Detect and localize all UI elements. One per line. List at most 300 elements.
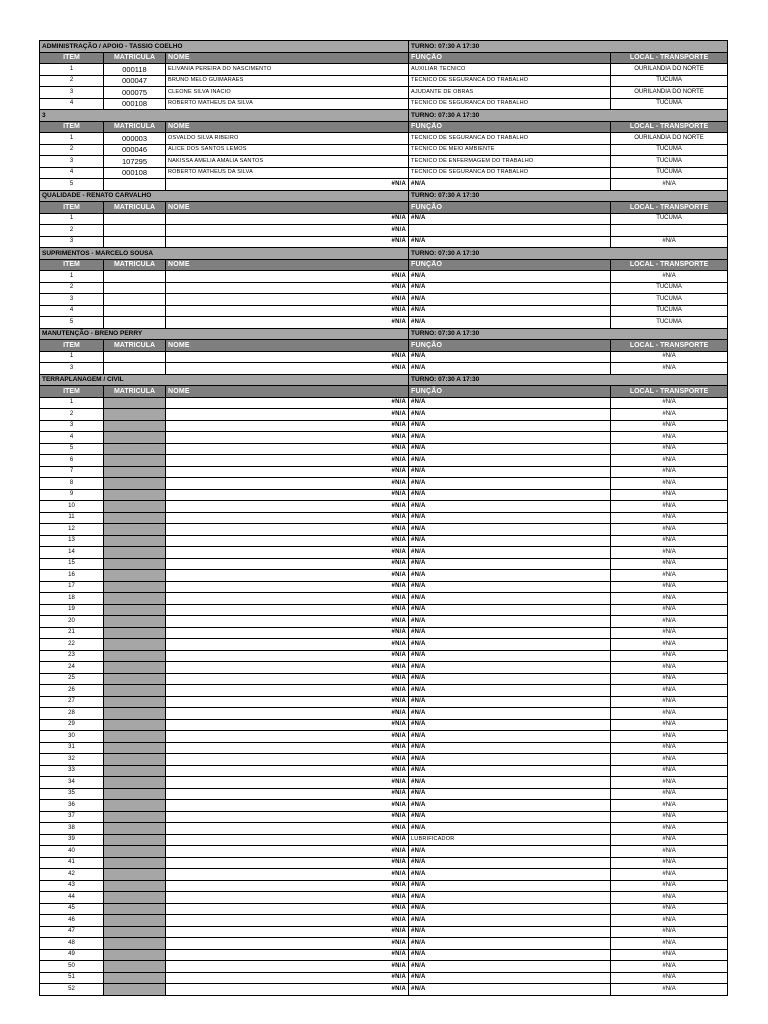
item-cell[interactable]: 13	[40, 535, 104, 547]
local-cell[interactable]: #N/A	[611, 892, 728, 904]
funcao-cell[interactable]: #N/A	[409, 409, 611, 421]
funcao-cell[interactable]: #N/A	[409, 317, 611, 329]
matricula-cell[interactable]	[104, 535, 166, 547]
local-cell[interactable]: #N/A	[611, 777, 728, 789]
nome-cell[interactable]: #N/A	[166, 604, 409, 616]
item-cell[interactable]: 27	[40, 696, 104, 708]
item-cell[interactable]: 3	[40, 87, 104, 99]
local-cell[interactable]: #N/A	[611, 179, 728, 191]
local-cell[interactable]: OURILANDIA DO NORTE	[611, 64, 728, 76]
item-cell[interactable]: 26	[40, 685, 104, 697]
nome-cell[interactable]: #N/A	[166, 409, 409, 421]
matricula-cell[interactable]: 000003	[104, 133, 166, 145]
matricula-cell[interactable]	[104, 788, 166, 800]
local-cell[interactable]: #N/A	[611, 823, 728, 835]
local-cell[interactable]: #N/A	[611, 547, 728, 559]
nome-cell[interactable]: #N/A	[166, 984, 409, 996]
nome-cell[interactable]: #N/A	[166, 225, 409, 237]
funcao-cell[interactable]: #N/A	[409, 938, 611, 950]
item-cell[interactable]: 49	[40, 949, 104, 961]
item-cell[interactable]: 4	[40, 167, 104, 179]
matricula-cell[interactable]	[104, 294, 166, 306]
matricula-cell[interactable]	[104, 455, 166, 467]
item-cell[interactable]: 43	[40, 880, 104, 892]
local-cell[interactable]: #N/A	[611, 478, 728, 490]
nome-cell[interactable]: #N/A	[166, 685, 409, 697]
funcao-cell[interactable]: #N/A	[409, 501, 611, 513]
funcao-cell[interactable]: #N/A	[409, 363, 611, 375]
matricula-cell[interactable]	[104, 524, 166, 536]
nome-cell[interactable]: #N/A	[166, 236, 409, 248]
matricula-cell[interactable]: 000075	[104, 87, 166, 99]
item-cell[interactable]: 41	[40, 857, 104, 869]
funcao-cell[interactable]: #N/A	[409, 961, 611, 973]
local-cell[interactable]: #N/A	[611, 800, 728, 812]
local-cell[interactable]: #N/A	[611, 593, 728, 605]
nome-cell[interactable]: #N/A	[166, 351, 409, 363]
nome-cell[interactable]: #N/A	[166, 593, 409, 605]
local-cell[interactable]: #N/A	[611, 489, 728, 501]
item-cell[interactable]: 2	[40, 225, 104, 237]
local-cell[interactable]: #N/A	[611, 524, 728, 536]
funcao-cell[interactable]: TECNICO DE SEGURANCA DO TRABALHO	[409, 98, 611, 110]
item-cell[interactable]: 8	[40, 478, 104, 490]
nome-cell[interactable]: #N/A	[166, 857, 409, 869]
nome-cell[interactable]: #N/A	[166, 363, 409, 375]
nome-cell[interactable]: ALICE DOS SANTOS LEMOS	[166, 144, 409, 156]
nome-cell[interactable]: #N/A	[166, 754, 409, 766]
local-cell[interactable]: #N/A	[611, 409, 728, 421]
local-cell[interactable]: #N/A	[611, 719, 728, 731]
item-cell[interactable]: 46	[40, 915, 104, 927]
item-cell[interactable]: 2	[40, 144, 104, 156]
local-cell[interactable]: #N/A	[611, 363, 728, 375]
item-cell[interactable]: 2	[40, 282, 104, 294]
funcao-cell[interactable]: #N/A	[409, 397, 611, 409]
nome-cell[interactable]: #N/A	[166, 282, 409, 294]
nome-cell[interactable]: #N/A	[166, 570, 409, 582]
matricula-cell[interactable]: 000046	[104, 144, 166, 156]
item-cell[interactable]: 50	[40, 961, 104, 973]
funcao-cell[interactable]: TECNICO DE SEGURANCA DO TRABALHO	[409, 75, 611, 87]
nome-cell[interactable]: #N/A	[166, 834, 409, 846]
item-cell[interactable]: 51	[40, 972, 104, 984]
matricula-cell[interactable]	[104, 478, 166, 490]
item-cell[interactable]: 5	[40, 317, 104, 329]
funcao-cell[interactable]: AJUDANTE DE OBRAS	[409, 87, 611, 99]
funcao-cell[interactable]: #N/A	[409, 604, 611, 616]
matricula-cell[interactable]	[104, 938, 166, 950]
local-cell[interactable]: #N/A	[611, 236, 728, 248]
matricula-cell[interactable]	[104, 685, 166, 697]
local-cell[interactable]: TUCUMA	[611, 282, 728, 294]
item-cell[interactable]: 17	[40, 581, 104, 593]
item-cell[interactable]: 5	[40, 179, 104, 191]
nome-cell[interactable]: #N/A	[166, 662, 409, 674]
item-cell[interactable]: 9	[40, 489, 104, 501]
nome-cell[interactable]: #N/A	[166, 696, 409, 708]
local-cell[interactable]: #N/A	[611, 662, 728, 674]
matricula-cell[interactable]: 107295	[104, 156, 166, 168]
matricula-cell[interactable]	[104, 501, 166, 513]
local-cell[interactable]: #N/A	[611, 742, 728, 754]
item-cell[interactable]: 19	[40, 604, 104, 616]
local-cell[interactable]: #N/A	[611, 903, 728, 915]
matricula-cell[interactable]	[104, 926, 166, 938]
local-cell[interactable]: #N/A	[611, 972, 728, 984]
local-cell[interactable]: #N/A	[611, 961, 728, 973]
local-cell[interactable]: TUCUMA	[611, 213, 728, 225]
matricula-cell[interactable]	[104, 305, 166, 317]
item-cell[interactable]: 4	[40, 432, 104, 444]
nome-cell[interactable]: #N/A	[166, 317, 409, 329]
nome-cell[interactable]: #N/A	[166, 938, 409, 950]
local-cell[interactable]: TUCUMA	[611, 294, 728, 306]
nome-cell[interactable]: #N/A	[166, 501, 409, 513]
matricula-cell[interactable]	[104, 650, 166, 662]
funcao-cell[interactable]: #N/A	[409, 305, 611, 317]
matricula-cell[interactable]	[104, 547, 166, 559]
matricula-cell[interactable]	[104, 662, 166, 674]
local-cell[interactable]: #N/A	[611, 650, 728, 662]
matricula-cell[interactable]	[104, 719, 166, 731]
item-cell[interactable]: 48	[40, 938, 104, 950]
nome-cell[interactable]: #N/A	[166, 512, 409, 524]
item-cell[interactable]: 1	[40, 133, 104, 145]
matricula-cell[interactable]	[104, 466, 166, 478]
funcao-cell[interactable]: #N/A	[409, 662, 611, 674]
funcao-cell[interactable]: #N/A	[409, 593, 611, 605]
matricula-cell[interactable]: 000118	[104, 64, 166, 76]
funcao-cell[interactable]: #N/A	[409, 535, 611, 547]
item-cell[interactable]: 33	[40, 765, 104, 777]
matricula-cell[interactable]	[104, 972, 166, 984]
item-cell[interactable]: 31	[40, 742, 104, 754]
item-cell[interactable]: 10	[40, 501, 104, 513]
matricula-cell[interactable]	[104, 351, 166, 363]
nome-cell[interactable]: #N/A	[166, 535, 409, 547]
funcao-cell[interactable]: #N/A	[409, 857, 611, 869]
local-cell[interactable]: #N/A	[611, 788, 728, 800]
item-cell[interactable]: 52	[40, 984, 104, 996]
nome-cell[interactable]: #N/A	[166, 880, 409, 892]
local-cell[interactable]	[611, 225, 728, 237]
matricula-cell[interactable]	[104, 179, 166, 191]
matricula-cell[interactable]: 000047	[104, 75, 166, 87]
matricula-cell[interactable]	[104, 432, 166, 444]
funcao-cell[interactable]: TECNICO DE SEGURANCA DO TRABALHO	[409, 167, 611, 179]
item-cell[interactable]: 4	[40, 305, 104, 317]
item-cell[interactable]: 20	[40, 616, 104, 628]
funcao-cell[interactable]: #N/A	[409, 846, 611, 858]
local-cell[interactable]: #N/A	[611, 420, 728, 432]
item-cell[interactable]: 35	[40, 788, 104, 800]
local-cell[interactable]: #N/A	[611, 938, 728, 950]
funcao-cell[interactable]: #N/A	[409, 984, 611, 996]
funcao-cell[interactable]: #N/A	[409, 420, 611, 432]
nome-cell[interactable]: #N/A	[166, 443, 409, 455]
funcao-cell[interactable]: #N/A	[409, 972, 611, 984]
nome-cell[interactable]: ROBERTO MATHEUS DA SILVA	[166, 167, 409, 179]
funcao-cell[interactable]: #N/A	[409, 179, 611, 191]
item-cell[interactable]: 44	[40, 892, 104, 904]
matricula-cell[interactable]	[104, 604, 166, 616]
local-cell[interactable]: #N/A	[611, 880, 728, 892]
local-cell[interactable]: #N/A	[611, 834, 728, 846]
nome-cell[interactable]: #N/A	[166, 616, 409, 628]
local-cell[interactable]: #N/A	[611, 949, 728, 961]
item-cell[interactable]: 40	[40, 846, 104, 858]
local-cell[interactable]: #N/A	[611, 731, 728, 743]
matricula-cell[interactable]	[104, 593, 166, 605]
funcao-cell[interactable]: #N/A	[409, 731, 611, 743]
funcao-cell[interactable]: #N/A	[409, 616, 611, 628]
nome-cell[interactable]: #N/A	[166, 673, 409, 685]
matricula-cell[interactable]	[104, 742, 166, 754]
item-cell[interactable]: 32	[40, 754, 104, 766]
nome-cell[interactable]: #N/A	[166, 627, 409, 639]
matricula-cell[interactable]	[104, 627, 166, 639]
nome-cell[interactable]: #N/A	[166, 892, 409, 904]
funcao-cell[interactable]: TECNICO DE MEIO AMBIENTE	[409, 144, 611, 156]
funcao-cell[interactable]: #N/A	[409, 271, 611, 283]
matricula-cell[interactable]	[104, 823, 166, 835]
matricula-cell[interactable]	[104, 880, 166, 892]
item-cell[interactable]: 2	[40, 409, 104, 421]
item-cell[interactable]: 3	[40, 420, 104, 432]
nome-cell[interactable]: #N/A	[166, 524, 409, 536]
matricula-cell[interactable]	[104, 777, 166, 789]
funcao-cell[interactable]: #N/A	[409, 777, 611, 789]
nome-cell[interactable]: ELIVANIA PEREIRA DO NASCIMENTO	[166, 64, 409, 76]
local-cell[interactable]: TUCUMA	[611, 98, 728, 110]
matricula-cell[interactable]	[104, 869, 166, 881]
nome-cell[interactable]: #N/A	[166, 800, 409, 812]
nome-cell[interactable]: #N/A	[166, 719, 409, 731]
nome-cell[interactable]: #N/A	[166, 558, 409, 570]
funcao-cell[interactable]: LUBRIFICADOR	[409, 834, 611, 846]
funcao-cell[interactable]: #N/A	[409, 466, 611, 478]
item-cell[interactable]: 1	[40, 213, 104, 225]
funcao-cell[interactable]: #N/A	[409, 524, 611, 536]
nome-cell[interactable]: #N/A	[166, 742, 409, 754]
matricula-cell[interactable]	[104, 708, 166, 720]
nome-cell[interactable]: #N/A	[166, 466, 409, 478]
nome-cell[interactable]: #N/A	[166, 915, 409, 927]
nome-cell[interactable]: #N/A	[166, 708, 409, 720]
funcao-cell[interactable]: #N/A	[409, 742, 611, 754]
local-cell[interactable]: #N/A	[611, 869, 728, 881]
matricula-cell[interactable]	[104, 696, 166, 708]
nome-cell[interactable]: #N/A	[166, 961, 409, 973]
local-cell[interactable]: #N/A	[611, 455, 728, 467]
item-cell[interactable]: 47	[40, 926, 104, 938]
item-cell[interactable]: 29	[40, 719, 104, 731]
funcao-cell[interactable]: #N/A	[409, 432, 611, 444]
local-cell[interactable]: #N/A	[611, 501, 728, 513]
nome-cell[interactable]: #N/A	[166, 432, 409, 444]
matricula-cell[interactable]	[104, 639, 166, 651]
nome-cell[interactable]: NAKISSA AMELIA AMALIA SANTOS	[166, 156, 409, 168]
funcao-cell[interactable]: TECNICO DE ENFERMAGEM DO TRABALHO	[409, 156, 611, 168]
item-cell[interactable]: 16	[40, 570, 104, 582]
local-cell[interactable]: #N/A	[611, 915, 728, 927]
matricula-cell[interactable]	[104, 489, 166, 501]
funcao-cell[interactable]: #N/A	[409, 892, 611, 904]
nome-cell[interactable]: #N/A	[166, 478, 409, 490]
item-cell[interactable]: 45	[40, 903, 104, 915]
funcao-cell[interactable]: #N/A	[409, 869, 611, 881]
funcao-cell[interactable]: #N/A	[409, 478, 611, 490]
item-cell[interactable]: 28	[40, 708, 104, 720]
nome-cell[interactable]: #N/A	[166, 179, 409, 191]
nome-cell[interactable]: #N/A	[166, 869, 409, 881]
funcao-cell[interactable]: #N/A	[409, 708, 611, 720]
local-cell[interactable]: TUCUMA	[611, 167, 728, 179]
funcao-cell[interactable]: #N/A	[409, 696, 611, 708]
local-cell[interactable]: #N/A	[611, 604, 728, 616]
funcao-cell[interactable]: #N/A	[409, 351, 611, 363]
matricula-cell[interactable]	[104, 800, 166, 812]
item-cell[interactable]: 1	[40, 351, 104, 363]
matricula-cell[interactable]	[104, 271, 166, 283]
matricula-cell[interactable]	[104, 213, 166, 225]
funcao-cell[interactable]: #N/A	[409, 294, 611, 306]
item-cell[interactable]: 24	[40, 662, 104, 674]
matricula-cell[interactable]	[104, 984, 166, 996]
local-cell[interactable]: #N/A	[611, 581, 728, 593]
nome-cell[interactable]: #N/A	[166, 731, 409, 743]
item-cell[interactable]: 42	[40, 869, 104, 881]
item-cell[interactable]: 23	[40, 650, 104, 662]
item-cell[interactable]: 12	[40, 524, 104, 536]
local-cell[interactable]: #N/A	[611, 535, 728, 547]
local-cell[interactable]: OURILANDIA DO NORTE	[611, 87, 728, 99]
nome-cell[interactable]: CLEONE SILVA INACIO	[166, 87, 409, 99]
local-cell[interactable]: #N/A	[611, 512, 728, 524]
funcao-cell[interactable]: #N/A	[409, 903, 611, 915]
nome-cell[interactable]: #N/A	[166, 777, 409, 789]
nome-cell[interactable]: #N/A	[166, 926, 409, 938]
nome-cell[interactable]: #N/A	[166, 811, 409, 823]
funcao-cell[interactable]: #N/A	[409, 949, 611, 961]
funcao-cell[interactable]: #N/A	[409, 685, 611, 697]
local-cell[interactable]: #N/A	[611, 673, 728, 685]
funcao-cell[interactable]: #N/A	[409, 639, 611, 651]
local-cell[interactable]: TUCUMA	[611, 305, 728, 317]
matricula-cell[interactable]	[104, 616, 166, 628]
matricula-cell[interactable]	[104, 754, 166, 766]
local-cell[interactable]: #N/A	[611, 696, 728, 708]
nome-cell[interactable]: #N/A	[166, 650, 409, 662]
matricula-cell[interactable]	[104, 846, 166, 858]
local-cell[interactable]: #N/A	[611, 616, 728, 628]
funcao-cell[interactable]: #N/A	[409, 823, 611, 835]
nome-cell[interactable]: OSVALDO SILVA RIBEIRO	[166, 133, 409, 145]
nome-cell[interactable]: #N/A	[166, 213, 409, 225]
nome-cell[interactable]: #N/A	[166, 489, 409, 501]
local-cell[interactable]: #N/A	[611, 708, 728, 720]
matricula-cell[interactable]	[104, 765, 166, 777]
item-cell[interactable]: 3	[40, 236, 104, 248]
local-cell[interactable]: #N/A	[611, 685, 728, 697]
local-cell[interactable]: #N/A	[611, 754, 728, 766]
local-cell[interactable]: #N/A	[611, 765, 728, 777]
nome-cell[interactable]: #N/A	[166, 581, 409, 593]
nome-cell[interactable]: #N/A	[166, 846, 409, 858]
item-cell[interactable]: 7	[40, 466, 104, 478]
local-cell[interactable]: #N/A	[611, 570, 728, 582]
local-cell[interactable]: #N/A	[611, 811, 728, 823]
item-cell[interactable]: 30	[40, 731, 104, 743]
matricula-cell[interactable]	[104, 570, 166, 582]
local-cell[interactable]: #N/A	[611, 627, 728, 639]
funcao-cell[interactable]: #N/A	[409, 650, 611, 662]
funcao-cell[interactable]: #N/A	[409, 558, 611, 570]
item-cell[interactable]: 3	[40, 156, 104, 168]
item-cell[interactable]: 37	[40, 811, 104, 823]
item-cell[interactable]: 3	[40, 294, 104, 306]
nome-cell[interactable]: #N/A	[166, 972, 409, 984]
funcao-cell[interactable]: #N/A	[409, 788, 611, 800]
matricula-cell[interactable]	[104, 236, 166, 248]
funcao-cell[interactable]: TECNICO DE SEGURANCA DO TRABALHO	[409, 133, 611, 145]
nome-cell[interactable]: #N/A	[166, 639, 409, 651]
funcao-cell[interactable]: #N/A	[409, 915, 611, 927]
local-cell[interactable]: #N/A	[611, 984, 728, 996]
local-cell[interactable]: #N/A	[611, 432, 728, 444]
local-cell[interactable]: #N/A	[611, 926, 728, 938]
nome-cell[interactable]: #N/A	[166, 455, 409, 467]
matricula-cell[interactable]	[104, 282, 166, 294]
local-cell[interactable]: #N/A	[611, 857, 728, 869]
nome-cell[interactable]: ROBERTO MATHEUS DA SILVA	[166, 98, 409, 110]
item-cell[interactable]: 21	[40, 627, 104, 639]
nome-cell[interactable]: #N/A	[166, 305, 409, 317]
item-cell[interactable]: 11	[40, 512, 104, 524]
local-cell[interactable]: TUCUMA	[611, 317, 728, 329]
funcao-cell[interactable]: AUXILIAR TECNICO	[409, 64, 611, 76]
nome-cell[interactable]: #N/A	[166, 294, 409, 306]
funcao-cell[interactable]: #N/A	[409, 673, 611, 685]
item-cell[interactable]: 6	[40, 455, 104, 467]
matricula-cell[interactable]	[104, 811, 166, 823]
matricula-cell[interactable]	[104, 581, 166, 593]
nome-cell[interactable]: #N/A	[166, 949, 409, 961]
local-cell[interactable]: #N/A	[611, 558, 728, 570]
item-cell[interactable]: 34	[40, 777, 104, 789]
matricula-cell[interactable]	[104, 834, 166, 846]
funcao-cell[interactable]: #N/A	[409, 754, 611, 766]
funcao-cell[interactable]: #N/A	[409, 627, 611, 639]
matricula-cell[interactable]	[104, 892, 166, 904]
matricula-cell[interactable]	[104, 857, 166, 869]
item-cell[interactable]: 38	[40, 823, 104, 835]
local-cell[interactable]: #N/A	[611, 639, 728, 651]
item-cell[interactable]: 1	[40, 64, 104, 76]
item-cell[interactable]: 22	[40, 639, 104, 651]
matricula-cell[interactable]	[104, 409, 166, 421]
matricula-cell[interactable]	[104, 363, 166, 375]
nome-cell[interactable]: #N/A	[166, 823, 409, 835]
matricula-cell[interactable]	[104, 558, 166, 570]
funcao-cell[interactable]: #N/A	[409, 282, 611, 294]
funcao-cell[interactable]: #N/A	[409, 236, 611, 248]
nome-cell[interactable]: #N/A	[166, 547, 409, 559]
item-cell[interactable]: 39	[40, 834, 104, 846]
nome-cell[interactable]: #N/A	[166, 271, 409, 283]
funcao-cell[interactable]: #N/A	[409, 489, 611, 501]
